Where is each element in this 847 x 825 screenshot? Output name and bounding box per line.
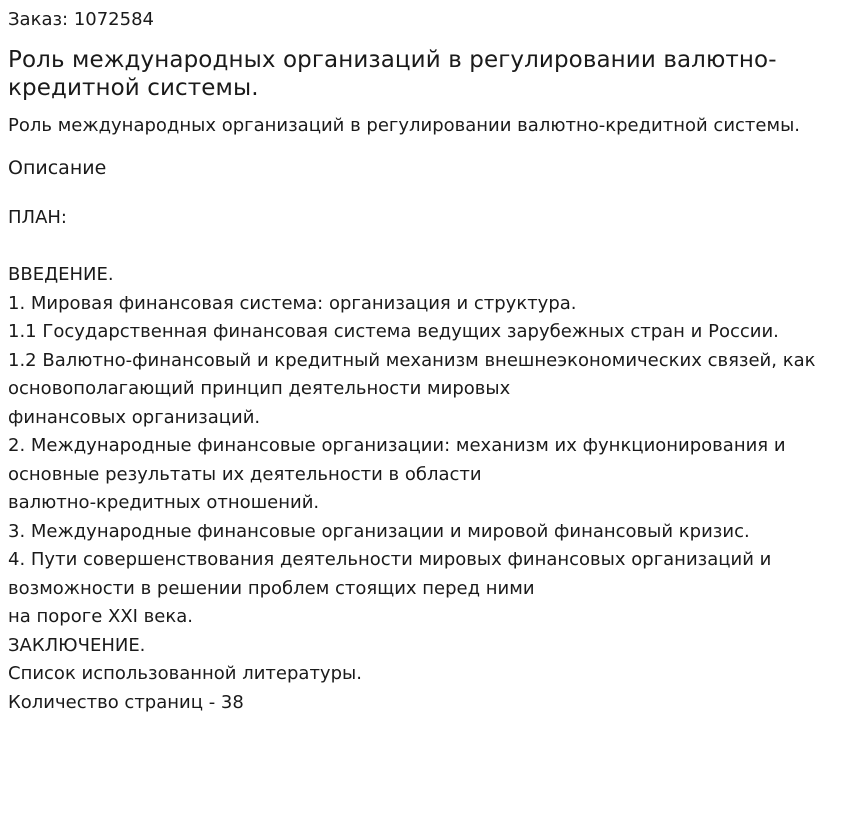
plan-item-2: 2. Международные финансовые организации: механизм их функционирования и основные результаты их деятельности в области [8, 435, 786, 485]
page-count: Количество страниц - 38 [8, 691, 244, 713]
plan-intro: ВВЕДЕНИЕ. [8, 264, 114, 285]
plan-item-1: 1. Мировая финансовая система: организация и структура. [8, 292, 577, 314]
plan-conclusion: ЗАКЛЮЧЕНИЕ. [8, 634, 146, 656]
plan-item-4-continued: на пороге XXI века. [8, 606, 193, 627]
plan-item-1-2-continued: финансовых организаций. [8, 406, 261, 428]
plan-item-1-1: 1.1 Государственная финансовая система ведущих зарубежных стран и России. [8, 321, 779, 342]
description-heading: Описание [8, 157, 107, 179]
plan-heading: ПЛАН: [8, 207, 67, 228]
page-subtitle: Роль международных организаций в регулировании валютно-кредитной системы. [8, 115, 800, 136]
plan-item-1-2: 1.2 Валютно-финансовый и кредитный механизм внешнеэкономических связей, как основополагающий принцип деятельности мировых [8, 349, 816, 399]
description-body [8, 204, 839, 717]
order-number: Заказ: 1072584 [8, 9, 154, 30]
plan-bibliography: Список использованной литературы. [8, 663, 362, 684]
page-title: Роль международных организаций в регулировании валютно-кредитной системы. [8, 47, 777, 101]
plan-item-4: 4. Пути совершенствования деятельности мировых финансовых организаций и возможности в решении проблем стоящих перед ними [8, 549, 772, 599]
plan-item-2-continued: валютно-кредитных отношений. [8, 492, 320, 513]
blank-line [8, 233, 839, 262]
plan-item-3: 3. Международные финансовые организации и мировой финансовый кризис. [8, 520, 750, 542]
